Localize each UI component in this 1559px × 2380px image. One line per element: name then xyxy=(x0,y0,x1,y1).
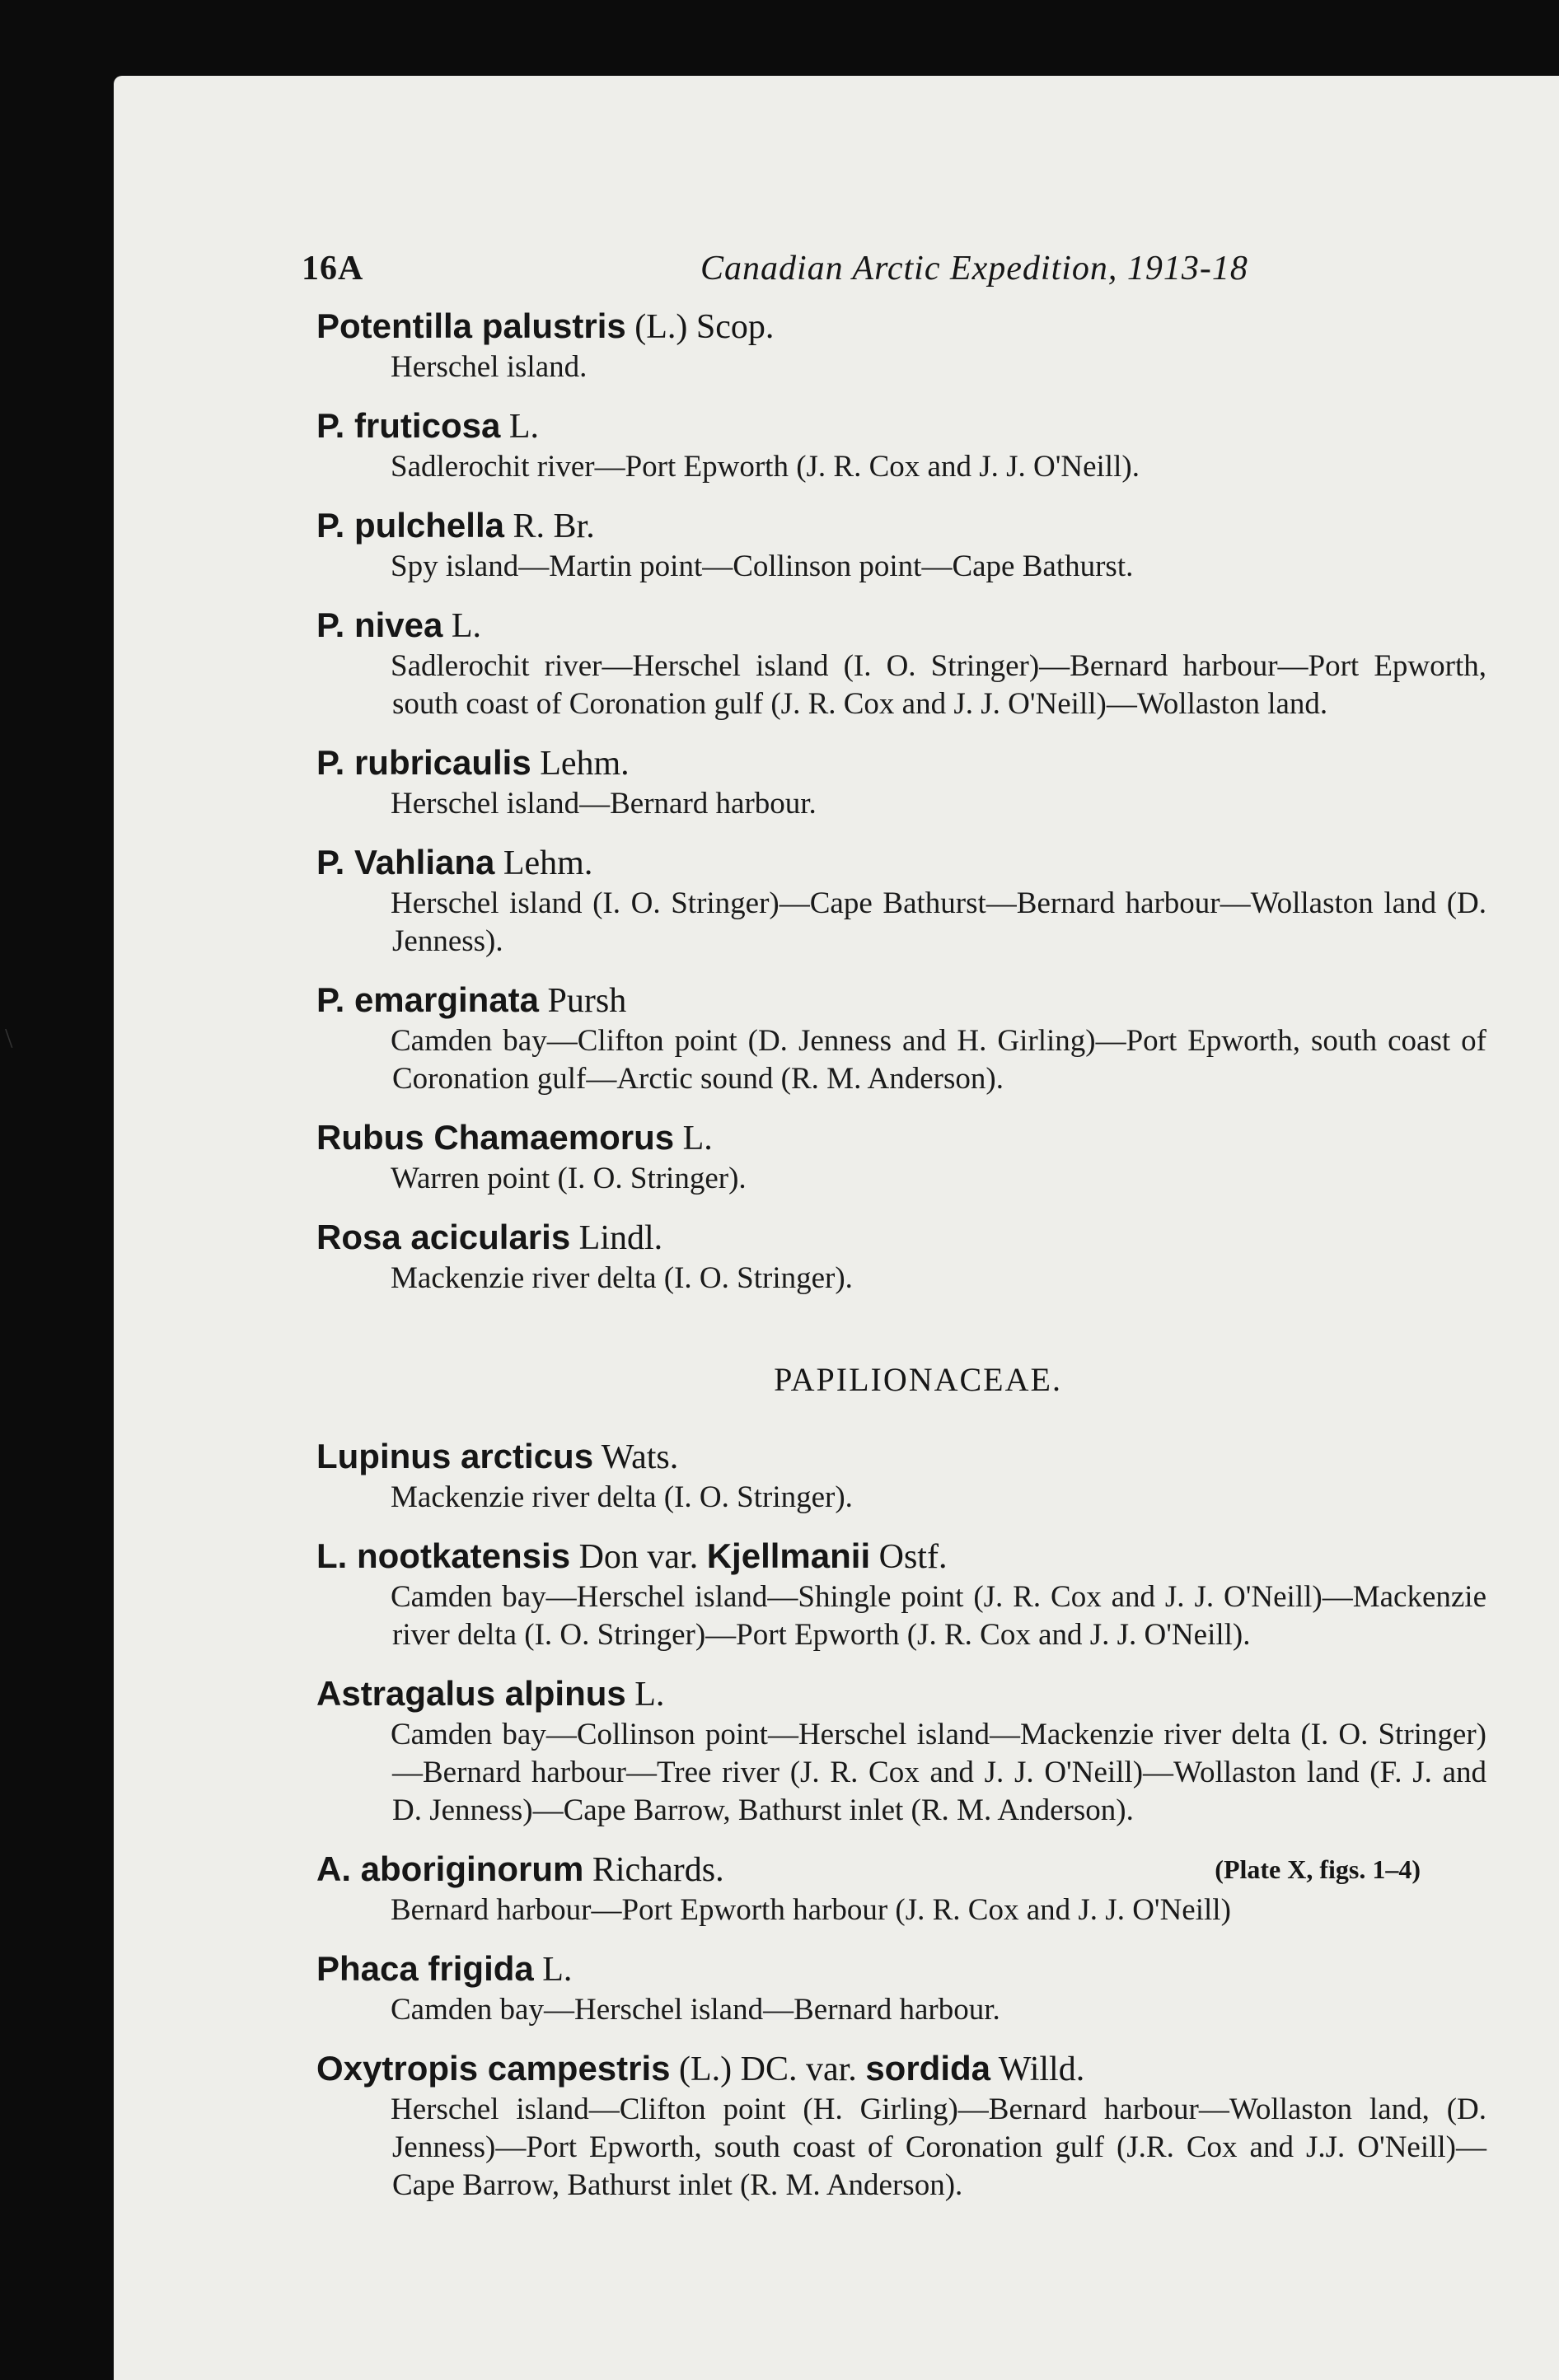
species-authority: Lindl. xyxy=(570,1219,663,1257)
species-line xyxy=(316,2047,1486,2091)
species-list xyxy=(316,305,1486,2223)
running-title: Canadian Arctic Expedition, 1913-18 xyxy=(700,250,1248,288)
locality-text: Camden bay—Clifton point (D. Jenness and H. Girling)—Port Epworth, south coast of Coronation gulf—Arctic sound (R. M. Anderson). xyxy=(391,1024,1486,1096)
locality-text: Herschel island—Bernard harbour. xyxy=(391,787,817,821)
species-line xyxy=(316,504,1486,548)
locality-text: Herschel island—Clifton point (H. Girling)—Bernard harbour—Wollaston land, (D. Jenness)—Port Epworth, south coast of Coronation gulf (J.R. Cox and J.J. O'Neill)—Cape Barrow, Bathurst inlet (R. M. Anderson). xyxy=(391,2092,1486,2202)
species-entry xyxy=(316,741,1486,823)
species-line xyxy=(316,1535,1486,1578)
species-authority: Pursh xyxy=(539,982,627,1020)
locality-text: Camden bay—Herschel island—Shingle point (J. R. Cox and J. J. O'Neill)—Mackenzie river delta (I. O. Stringer)—Port Epworth (J. R. Cox and J. J. O'Neill). xyxy=(391,1580,1486,1652)
locality-text: Sadlerochit river—Port Epworth (J. R. Cox and J. J. O'Neill). xyxy=(391,450,1140,484)
locality-text: Warren point (I. O. Stringer). xyxy=(391,1162,747,1195)
species-entry xyxy=(316,604,1486,723)
species-line xyxy=(316,979,1486,1022)
species-name: Lupinus arcticus xyxy=(316,1437,594,1475)
species-authority: L. xyxy=(674,1120,713,1157)
species-authority: (L.) Scop. xyxy=(625,308,775,346)
species-name: Astragalus alpinus xyxy=(316,1674,626,1713)
species-authority: L. xyxy=(625,1676,665,1714)
species-entry xyxy=(316,2047,1486,2205)
locality-text: Sadlerochit river—Herschel island (I. O. Stringer)—Bernard harbour—Port Epworth, south coast of Coronation gulf (J. R. Cox and J. J. O'Neill)—Wollaston land. xyxy=(391,649,1486,721)
species-entry xyxy=(316,841,1486,961)
species-name: Phaca frigida xyxy=(316,1949,534,1988)
variety-name: Kjellmanii xyxy=(706,1536,871,1575)
section-heading: PAPILIONACEAE. xyxy=(774,1361,1062,1398)
species-authority: L. xyxy=(533,1951,573,1989)
species-authority: Richards. xyxy=(583,1851,724,1889)
species-line xyxy=(316,1216,1486,1260)
species-entry xyxy=(316,979,1486,1098)
species-line xyxy=(316,604,1486,648)
locality-text: Spy island—Martin point—Collinson point—Cape Bathurst. xyxy=(391,549,1134,583)
page-header xyxy=(302,249,1538,298)
species-name: Oxytropis campestris xyxy=(316,2049,671,2088)
species-name: L. nootkatensis xyxy=(316,1536,571,1575)
species-entry xyxy=(316,404,1486,486)
species-line xyxy=(316,1435,1486,1479)
locality-text: Herschel island. xyxy=(391,350,588,384)
species-line xyxy=(316,1672,1486,1716)
papilionaceae-entries xyxy=(316,1435,1486,2205)
species-name: Potentilla palustris xyxy=(316,306,626,345)
locality-text: Bernard harbour—Port Epworth harbour (J. R. Cox and J. J. O'Neill) xyxy=(391,1893,1231,1927)
species-line xyxy=(316,841,1486,885)
species-entry xyxy=(316,1216,1486,1298)
species-name: Rubus Chamaemorus xyxy=(316,1118,675,1157)
locality-text: Camden bay—Collinson point—Herschel island—Mackenzie river delta (I. O. Stringer)—Bernard harbour—Tree river (J. R. Cox and J. J. O'Neill)—Wollaston land (F. J. and D. Jenness)—Cape Barrow, Bathurst inlet (R. M. Anderson). xyxy=(391,1718,1486,1827)
plate-reference: (Plate X, figs. 1–4) xyxy=(1215,1854,1421,1884)
variety-authority: Ostf. xyxy=(870,1538,948,1576)
species-line xyxy=(316,305,1486,348)
species-entry xyxy=(316,305,1486,386)
species-entry xyxy=(316,1435,1486,1517)
species-authority: L. xyxy=(442,607,481,645)
species-line xyxy=(316,1947,1486,1991)
species-authority: Lehm. xyxy=(494,844,593,882)
locality-text: Mackenzie river delta (I. O. Stringer). xyxy=(391,1261,853,1295)
species-authority: Don var. xyxy=(570,1538,707,1576)
species-authority: L. xyxy=(500,408,539,446)
species-name: Rosa acicularis xyxy=(316,1218,571,1256)
species-entry xyxy=(316,1535,1486,1654)
species-entry xyxy=(316,1947,1486,2029)
variety-name: sordida xyxy=(865,2049,991,2088)
species-authority: (L.) DC. var. xyxy=(670,2050,866,2088)
species-entry xyxy=(316,1672,1486,1830)
species-entry xyxy=(316,504,1486,586)
species-line xyxy=(316,404,1486,448)
species-name: P. pulchella xyxy=(316,506,504,545)
species-name: A. aboriginorum xyxy=(316,1849,584,1888)
locality-text: Herschel island (I. O. Stringer)—Cape Bathurst—Bernard harbour—Wollaston land (D. Jenness). xyxy=(391,886,1486,958)
page-number: 16A xyxy=(302,250,364,288)
species-line xyxy=(316,741,1486,785)
species-name: P. nivea xyxy=(316,606,443,644)
species-authority: Wats. xyxy=(593,1438,679,1476)
species-authority: R. Br. xyxy=(504,507,595,545)
scanned-page xyxy=(5,76,1559,2380)
locality-text: Camden bay—Herschel island—Bernard harbour. xyxy=(391,1993,1000,2027)
species-entry xyxy=(316,1848,1486,1929)
species-authority: Lehm. xyxy=(531,745,630,783)
rosaceae-entries xyxy=(316,305,1486,1298)
species-line xyxy=(316,1848,1486,1891)
species-name: P. rubricaulis xyxy=(316,743,531,782)
species-entry xyxy=(316,1116,1486,1198)
variety-authority: Willd. xyxy=(990,2050,1085,2088)
species-line xyxy=(316,1116,1486,1160)
margin-mark: \ xyxy=(5,1023,13,1054)
species-name: P. emarginata xyxy=(316,980,540,1019)
locality-text: Mackenzie river delta (I. O. Stringer). xyxy=(391,1480,853,1514)
species-name: P. Vahliana xyxy=(316,843,495,881)
species-name: P. fruticosa xyxy=(316,406,501,445)
